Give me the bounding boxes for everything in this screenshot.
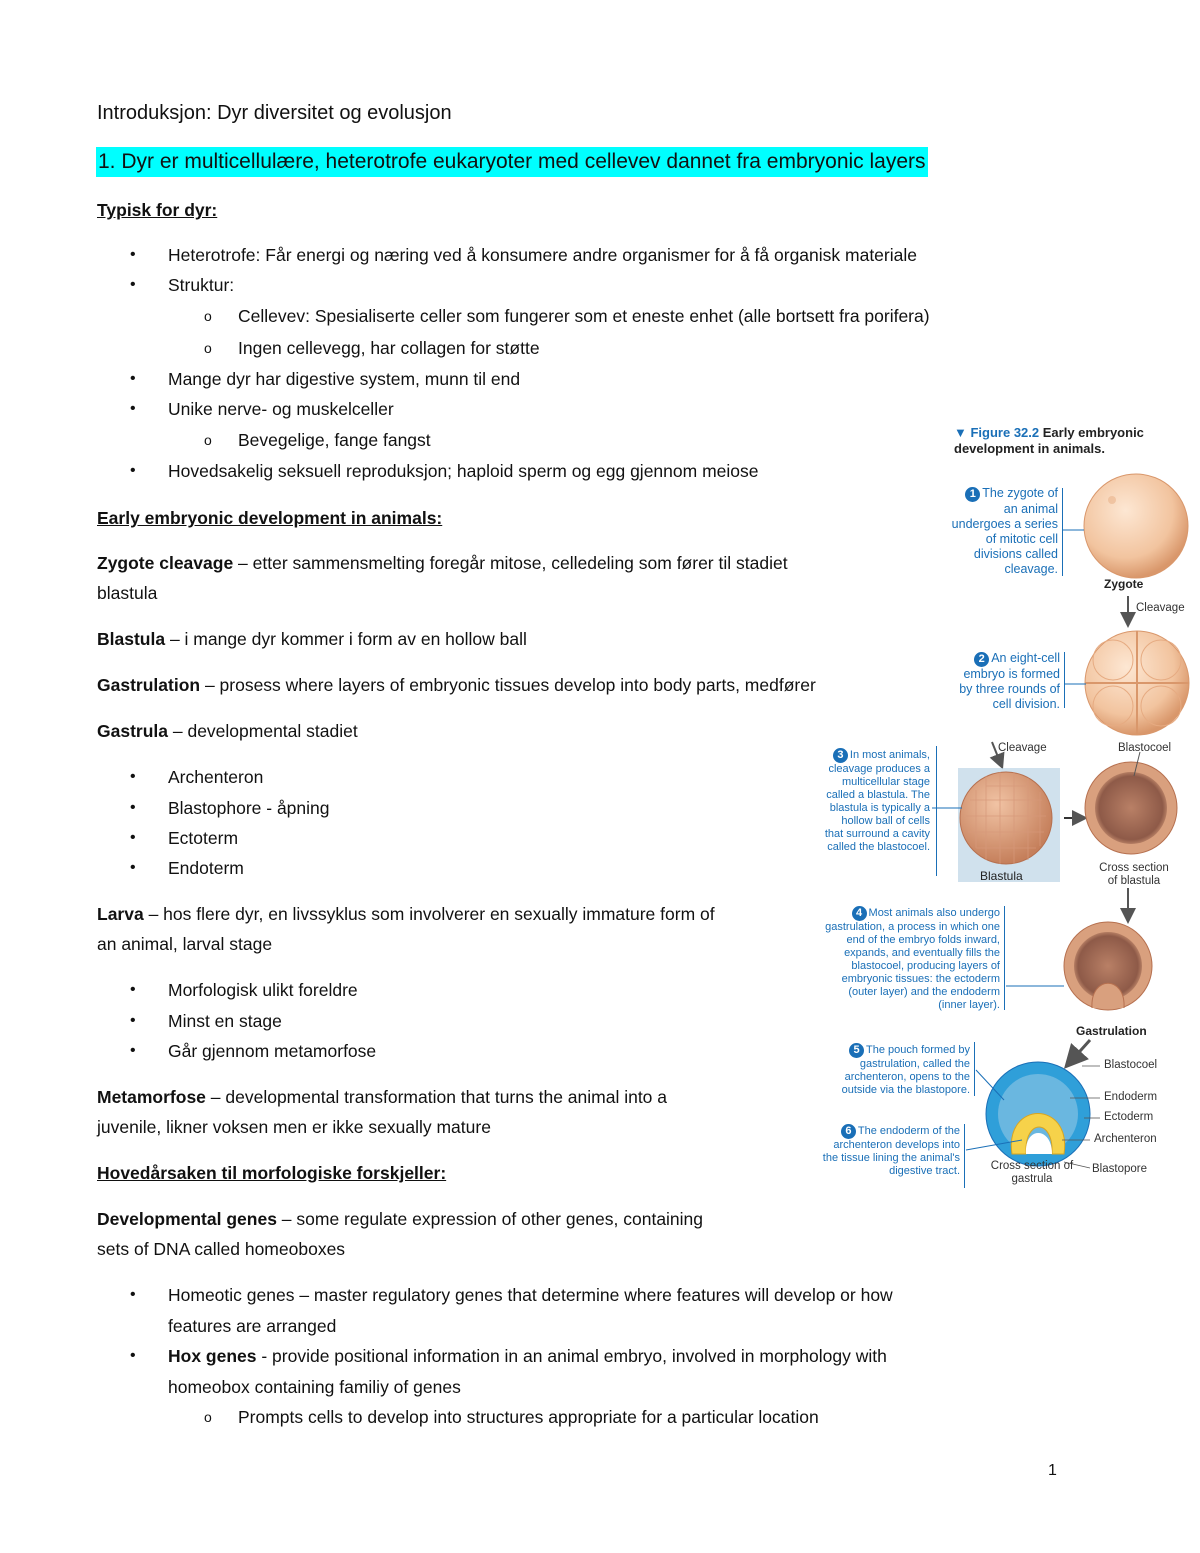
- page-number: 1: [1048, 1462, 1057, 1479]
- caption-text: Most animals also undergo gastrulation, a process in which one end of the embryo folds inward, expands, and eventually fills the blastocoel, producing layers of embryonic tissues: the ectoderm (outer layer) and the endoderm (inner layer).: [825, 907, 1000, 1011]
- archenteron-label: Archenteron: [1094, 1133, 1157, 1145]
- term: Homeotic genes: [168, 1285, 295, 1305]
- step-number: 6: [841, 1124, 856, 1139]
- definition-text: – etter sammensmelting foregår mitose, celledeling som fører til stadiet: [233, 553, 788, 573]
- typical-label: Typisk for dyr:: [97, 200, 218, 220]
- definition-text: – hos flere dyr, en livssyklus som involverer en sexually immature form of: [143, 904, 715, 924]
- step-number: 1: [965, 487, 980, 502]
- list-item: • Blastophore - åpning: [168, 793, 330, 823]
- list-item: • Ectoterm: [168, 823, 238, 853]
- list-item: • Unike nerve- og muskelceller: [168, 394, 394, 424]
- blastula-label: Blastula: [980, 869, 1023, 883]
- zygote-illustration: [1084, 474, 1188, 578]
- zygote-label: Zygote: [1104, 577, 1144, 591]
- term: Metamorfose: [97, 1087, 206, 1107]
- term: Zygote cleavage: [97, 553, 234, 573]
- page-title: Introduksjon: Dyr diversitet og evolusjon: [97, 102, 452, 124]
- term: Larva: [97, 904, 144, 924]
- blastocoel-label: Blastocoel: [1118, 742, 1172, 754]
- sub-list-item: o Prompts cells to develop into structures appropriate for a particular location: [238, 1402, 819, 1432]
- caption-text: The zygote of an animal undergoes a series of mitotic cell divisions called cleavage.: [951, 486, 1058, 576]
- list-item: • Minst en stage: [168, 1006, 282, 1036]
- gastrula-illustration: [986, 1062, 1090, 1166]
- list-item: • Heterotrofe: Får energi og næring ved å konsumere andre organismer for å få organisk materiale: [168, 240, 917, 270]
- cross-gastrula-label: Cross section of gastrula: [990, 1160, 1074, 1185]
- cross-blastula-label: Cross section of blastula: [1099, 862, 1169, 887]
- list-item: • Archenteron: [168, 762, 263, 792]
- larva-definition-cont: an animal, larval stage: [97, 934, 273, 954]
- list-item: • Mange dyr har digestive system, munn til end: [168, 364, 520, 394]
- figure-caption: Early embryonic development in animals.: [954, 425, 1144, 456]
- sub-list-item: o Ingen cellevegg, har collagen for støtte: [238, 333, 540, 363]
- list-item: • Morfologisk ulikt foreldre: [168, 975, 358, 1005]
- morph-label: Hovedårsaken til morfologiske forskjeller:: [97, 1163, 447, 1183]
- caption-text: The endoderm of the archenteron develops into the tissue lining the animal's digestive tract.: [822, 1125, 960, 1177]
- section-heading: 1. Dyr er multicellulære, heterotrofe eukaryoter med cellevev dannet fra embryonic layers: [96, 147, 928, 177]
- blastocoel-label: Blastocoel: [1104, 1059, 1158, 1071]
- blastopore-label: Blastopore: [1092, 1163, 1147, 1175]
- definition-text: – some regulate expression of other genes, containing: [276, 1209, 704, 1229]
- cleavage-label: Cleavage: [998, 742, 1047, 754]
- figure-number: ▼ Figure 32.2: [954, 425, 1040, 440]
- term: Gastrulation: [97, 675, 201, 695]
- term: Hox genes: [168, 1346, 257, 1366]
- endoderm-label: Endoderm: [1104, 1091, 1158, 1103]
- list-item: • Hovedsakelig seksuell reproduksjon; haploid sperm og egg gjennom meiose: [168, 456, 758, 486]
- step-number: 5: [849, 1043, 864, 1058]
- early-label: Early embryonic development in animals:: [97, 508, 443, 528]
- term: Blastula: [97, 629, 166, 649]
- step-number: 2: [974, 652, 989, 667]
- gastrulation-illustration: [1064, 922, 1152, 1010]
- cleavage-label: Cleavage: [1136, 602, 1185, 614]
- zygote-definition-cont: blastula: [97, 583, 158, 603]
- gastrulation-label: Gastrulation: [1076, 1024, 1147, 1038]
- definition-text: – i mange dyr kommer i form av en hollow ball: [165, 629, 527, 649]
- developmental-genes-cont: sets of DNA called homeoboxes: [97, 1239, 346, 1259]
- definition-text: – developmental stadiet: [168, 721, 358, 741]
- arrow: [1072, 1040, 1090, 1060]
- step-number: 3: [833, 748, 848, 763]
- term: Gastrula: [97, 721, 168, 741]
- list-item: • Går gjennom metamorfose: [168, 1036, 376, 1066]
- definition-text: features are arranged: [168, 1316, 337, 1336]
- caption-text: The pouch formed by gastrulation, called the archenteron, opens to the outside via the blastopore.: [841, 1044, 970, 1096]
- list-item: • Struktur:: [168, 270, 234, 300]
- metamorfose-definition-cont: juvenile, likner voksen men er ikke sexually mature: [97, 1117, 491, 1137]
- definition-text: – prosess where layers of embryonic tissues develop into body parts, medfører: [200, 675, 816, 695]
- caption-text: In most animals, cleavage produces a multicellular stage called a blastula. The blastula is typically a hollow ball of cells that surround a cavity called the blastocoel.: [824, 749, 930, 853]
- sub-list-item: o Cellevev: Spesialiserte celler som fungerer som et eneste enhet (alle bortsett fra porifera): [238, 301, 930, 331]
- definition-text: – master regulatory genes that determine where features will develop or how: [294, 1285, 893, 1305]
- caption-text: An eight-cell embryo is formed by three rounds of cell division.: [959, 651, 1060, 711]
- definition-text: – developmental transformation that turns the animal into a: [205, 1087, 668, 1107]
- eight-cell-embryo: [1085, 631, 1189, 735]
- step-number: 4: [852, 906, 867, 921]
- ectoderm-label: Ectoderm: [1104, 1111, 1154, 1123]
- term: Developmental genes: [97, 1209, 277, 1229]
- definition-text: - provide positional information in an animal embryo, involved in morphology with: [256, 1346, 887, 1366]
- list-item: • Endoterm: [168, 853, 244, 883]
- sub-list-item: o Bevegelige, fange fangst: [238, 425, 431, 455]
- definition-text: homeobox containing familiy of genes: [168, 1377, 461, 1397]
